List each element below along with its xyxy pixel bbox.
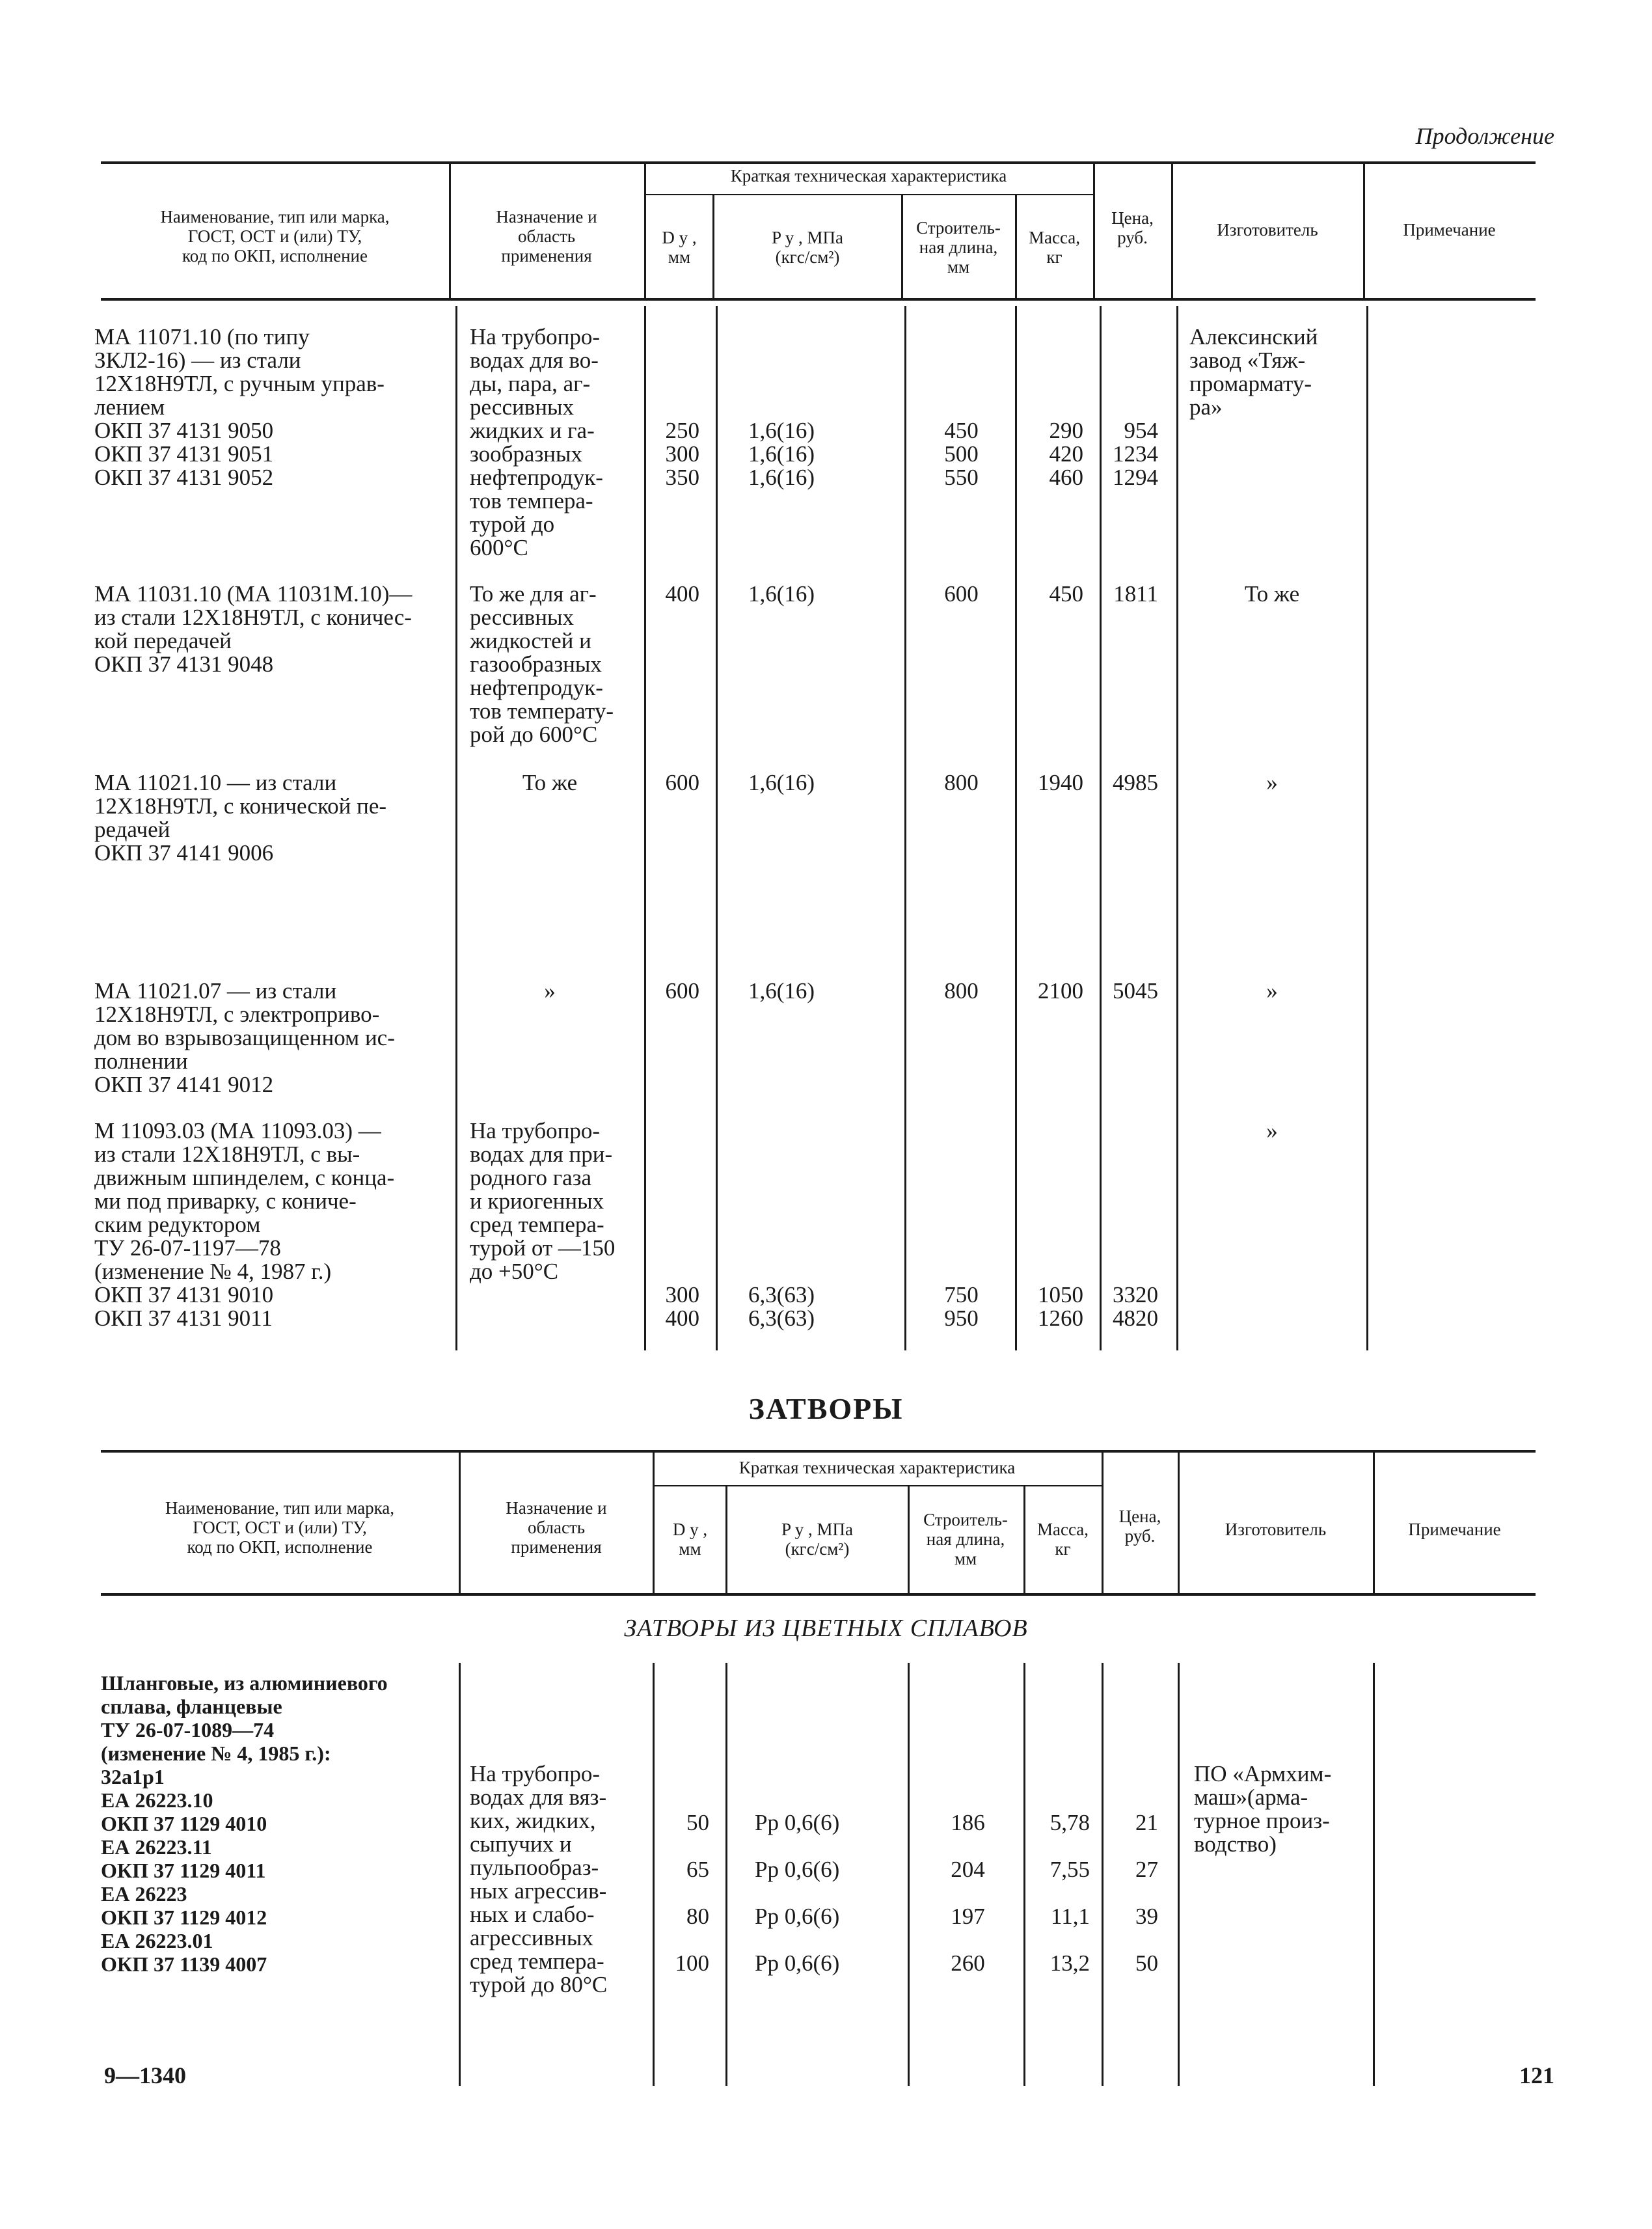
divider [459,1453,461,1593]
table2-header-rule [101,1593,1536,1596]
row-maker: То же [1244,581,1300,607]
header-py: P у , МПа (кгс/см²) [781,1520,853,1559]
divider [1100,306,1102,1350]
divider [1015,306,1017,1350]
header-tech: Краткая техническая характеристика [730,166,1007,185]
row-length: 600 [944,581,979,607]
row-py: Pр 0,6(6) [755,1857,840,1882]
row-length: 800 [944,770,979,795]
row-name: МА 11031.10 (МА 11031М.10)— из стали 12Х18Н9ТЛ, с коничес- кой передачей ОКП 37 4131 9048 [94,581,413,677]
divider [1023,1663,1025,2086]
row-dy: 50 [686,1810,709,1835]
row-py: 1,6(16) [748,581,815,607]
row-maker: Алексинский завод «Тяж- промармату- ра» [1189,324,1318,420]
header-py: P у , МПа (кгс/см²) [771,228,843,267]
section-title: ЗАТВОРЫ [748,1392,904,1425]
table2-top-rule [101,1450,1536,1453]
row-py: 6,3(63) 6,3(63) [748,1282,815,1331]
header-mass: Масса, кг [1036,1520,1089,1559]
divider [653,1663,655,2086]
row-mass: 2100 [1038,978,1083,1004]
row-mass: 11,1 [1051,1904,1090,1929]
header-price: Цена, руб. [1118,1507,1161,1546]
divider [449,164,451,298]
row-purpose: » [544,978,556,1004]
divider [1366,306,1368,1350]
header-dy: D у , мм [662,228,697,267]
divider [1102,1663,1104,2086]
row-length: 204 [951,1857,985,1882]
row-mass: 1940 [1038,770,1083,795]
page-number: 121 [1519,2062,1554,2088]
header-maker: Изготовитель [1225,1520,1327,1539]
divider [908,1663,910,2086]
row-py: 1,6(16) [748,770,815,795]
header-maker: Изготовитель [1217,220,1318,239]
header-note: Примечание [1403,220,1496,239]
divider [459,1663,461,2086]
divider [455,306,457,1350]
row-length: 260 [951,1950,985,1976]
row-purpose: На трубопро- водах для при- родного газа и криогенных сред темпера- турой от —150 до +50°С [470,1118,616,1284]
row-purpose: То же [522,770,578,795]
header-note: Примечание [1408,1520,1501,1539]
row-price: 4985 [1113,770,1158,795]
row-price: 27 [1135,1857,1158,1882]
row-mass: 13,2 [1049,1950,1090,1976]
header-price: Цена, руб. [1111,208,1154,247]
divider [725,1663,727,2086]
row-mass: 5,78 [1049,1810,1090,1835]
row-name: М 11093.03 (МА 11093.03) — из стали 12Х18Н9ТЛ, с вы- движным шпинделем, с конца- ми под приварку, с кониче- ским редуктором ТУ 26-07-1197—78 (изменение № 4, 1987 г.) ОКП 37 4131 9010 ОКП 37 4131 9011 [94,1118,395,1331]
row-price: 3320 4820 [1113,1282,1158,1331]
row-length: 197 [951,1904,985,1929]
table1-top-rule [101,161,1536,164]
row-dy: 250 300 350 [665,418,699,490]
table2-tech-rule [653,1485,1102,1486]
row-maker: ПО «Армхим- маш»(арма- турное произ- водство) [1194,1761,1332,1857]
row-price: 5045 [1113,978,1158,1004]
row-mass: 1050 1260 [1038,1282,1083,1331]
divider [1373,1663,1375,2086]
continuation-label: Продолжение [1415,123,1554,149]
header-dy: D у , мм [672,1520,708,1559]
row-mass: 7,55 [1049,1857,1090,1882]
header-name: Наименование, тип или марка, ГОСТ, ОСТ и (или) ТУ, код по ОКП, исполнение [165,1498,395,1557]
row-dy: 600 [665,978,699,1004]
row-price: 50 [1135,1950,1158,1976]
row-name: МА 11021.10 — из стали 12Х18Н9ТЛ, с конической пе- редачей ОКП 37 4141 9006 [94,770,387,866]
row-maker: » [1266,770,1278,795]
row-dy: 600 [665,770,699,795]
row-length: 186 [951,1810,985,1835]
divider [653,1453,655,1593]
header-purpose: Назначение и область применения [496,207,597,266]
subsection-title: ЗАТВОРЫ ИЗ ЦВЕТНЫХ СПЛАВОВ [624,1615,1028,1642]
divider [644,306,646,1350]
divider [716,306,718,1350]
row-py: 1,6(16) 1,6(16) 1,6(16) [748,418,815,490]
footer-signature: 9—1340 [104,2062,186,2088]
divider [725,1486,727,1593]
divider [1178,1663,1180,2086]
divider [904,306,906,1350]
header-length: Строитель- ная длина, мм [916,218,1001,277]
row-dy: 400 [665,581,699,607]
row-dy: 65 [686,1857,709,1882]
row-purpose: На трубопро- водах для во- ды, пара, аг- рессивных жидких и га- зообразных нефтепродук- тов темпера- турой до 600°С [470,324,603,560]
header-name: Наименование, тип или марка, ГОСТ, ОСТ и (или) ТУ, код по ОКП, исполнение [160,207,390,266]
row-maker: » [1266,978,1278,1004]
table1-tech-rule [644,194,1093,195]
divider [1363,164,1365,298]
divider [1176,306,1178,1350]
row-py: Pр 0,6(6) [755,1904,840,1929]
row-name: МА 11021.07 — из стали 12Х18Н9ТЛ, с электроприво- дом во взрывозащищенном ис- полнении ОКП 37 4141 9012 [94,978,395,1097]
row-py: Pр 0,6(6) [755,1950,840,1976]
row-mass: 450 [1049,581,1083,607]
header-purpose: Назначение и область применения [506,1498,607,1557]
row-dy: 300 400 [665,1282,699,1331]
divider [644,164,646,298]
row-name: Шланговые, из алюминиевого сплава, фланцевые ТУ 26-07-1089—74 (изменение № 4, 1985 г.): 32а1р1 ЕА 26223.10 ОКП 37 1129 4010 ЕА 26223.11 ОКП 37 1129 4011 ЕА 26223 ОКП 37 1129 4012 ЕА 26223.01 ОКП 37 1139 4007 [101,1671,388,1976]
divider [712,195,714,298]
header-tech: Краткая техническая характеристика [738,1458,1016,1477]
row-py: 1,6(16) [748,978,815,1004]
row-dy: 100 [675,1950,709,1976]
row-length: 800 [944,978,979,1004]
row-length: 450 500 550 [944,418,979,490]
row-name: МА 11071.10 (по типу ЗКЛ2-16) — из стали 12Х18Н9ТЛ, с ручным управ- лением ОКП 37 4131 9050 ОКП 37 4131 9051 ОКП 37 4131 9052 [94,324,385,490]
row-price: 1811 [1113,581,1158,607]
row-price: 21 [1135,1810,1158,1835]
row-purpose: То же для аг- рессивных жидкостей и газообразных нефтепродук- тов температу- рой до 600°С [470,581,614,747]
table1-header-rule [101,298,1536,301]
header-length: Строитель- ная длина, мм [923,1510,1008,1568]
row-py: Pр 0,6(6) [755,1810,840,1835]
header-mass: Масса, кг [1028,228,1081,267]
row-maker: » [1266,1118,1278,1143]
row-price: 39 [1135,1904,1158,1929]
row-mass: 290 420 460 [1049,418,1083,490]
row-price: 954 1234 1294 [1113,418,1158,490]
row-purpose: На трубопро- водах для вяз- ких, жидких, сыпучих и пульпообраз- ных агрессив- ных и слабо- агрессивных сред темпера- турой до 80°С [470,1761,608,1997]
row-dy: 80 [686,1904,709,1929]
row-length: 750 950 [944,1282,979,1331]
